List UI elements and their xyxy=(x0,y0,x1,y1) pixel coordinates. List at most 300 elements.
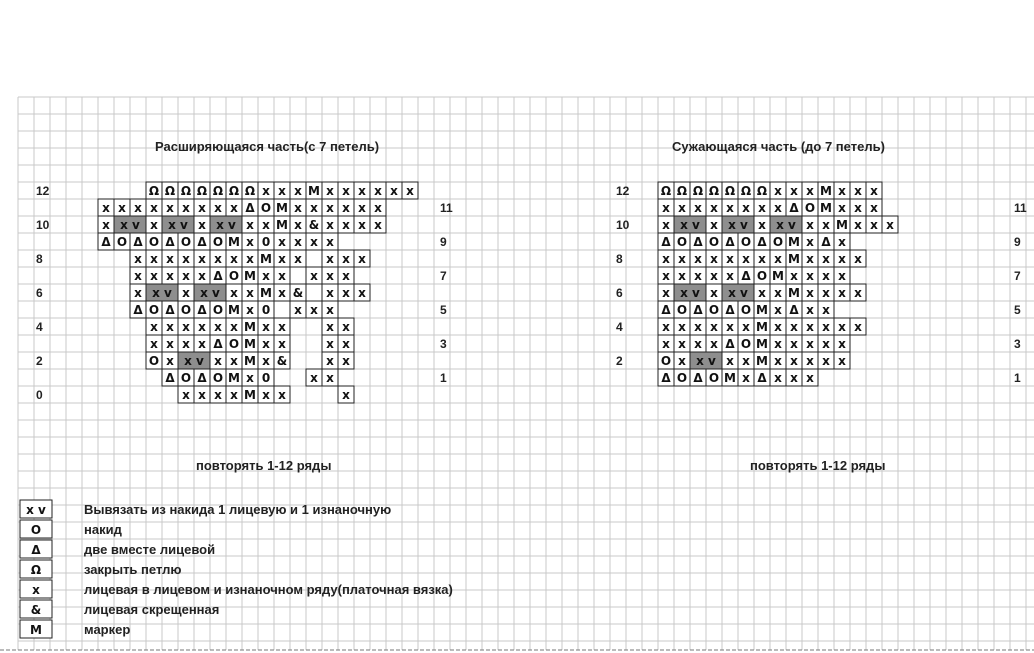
left-chart-stitch-symbol: x xyxy=(278,388,286,402)
left-chart-stitch-symbol: x xyxy=(134,201,142,215)
left-chart-stitch-symbol: x xyxy=(278,269,286,283)
left-chart-stitch-symbol: O xyxy=(212,235,224,249)
left-chart-stitch-symbol: M xyxy=(244,269,256,283)
right-chart-row-label: 10 xyxy=(616,218,630,232)
right-chart-row-label: 1 xyxy=(1014,371,1021,385)
right-chart-stitch-symbol: Δ xyxy=(757,371,767,385)
right-chart-stitch-symbol: x xyxy=(742,201,750,215)
left-chart-stitch-symbol: x xyxy=(166,252,174,266)
right-chart-stitch-symbol: x xyxy=(710,252,718,266)
right-chart-stitch-symbol: x xyxy=(742,371,750,385)
right-chart-stitch-symbol: x xyxy=(822,320,830,334)
right-chart-stitch-symbol: O xyxy=(756,269,768,283)
left-chart-stitch-symbol: O xyxy=(180,371,192,385)
right-chart-stitch-symbol: x xyxy=(838,337,846,351)
right-chart-stitch-symbol: x xyxy=(822,218,830,232)
right-chart-title: Сужающаяся часть (до 7 петель) xyxy=(672,139,885,154)
left-chart-stitch-symbol: x v xyxy=(184,354,204,368)
left-chart-stitch-symbol: x xyxy=(326,235,334,249)
left-chart-stitch-symbol: M xyxy=(244,320,256,334)
left-chart-stitch-symbol: O xyxy=(148,235,160,249)
left-chart-stitch-symbol: x xyxy=(198,337,206,351)
right-chart-stitch-symbol: x xyxy=(806,235,814,249)
legend-description: лицевая в лицевом и изнаночном ряду(платочная вязка) xyxy=(84,582,453,597)
left-chart-stitch-symbol: x xyxy=(326,320,334,334)
left-chart-stitch-symbol: x xyxy=(214,201,222,215)
right-chart-stitch-symbol: x xyxy=(678,252,686,266)
right-chart-stitch-symbol: M xyxy=(820,201,832,215)
right-chart-stitch-symbol: x xyxy=(822,354,830,368)
right-chart-stitch-symbol: x xyxy=(806,320,814,334)
right-chart-stitch-symbol: Ω xyxy=(708,184,720,198)
right-chart-stitch-symbol: x xyxy=(854,201,862,215)
left-chart-stitch-symbol: Ω xyxy=(180,184,192,198)
left-chart-title: Расширяющаяся часть(с 7 петель) xyxy=(155,139,380,154)
left-chart-stitch-symbol: x xyxy=(230,388,238,402)
left-chart-stitch-symbol: x xyxy=(358,201,366,215)
legend-description: две вместе лицевой xyxy=(84,542,216,557)
left-chart-stitch-symbol: x xyxy=(326,286,334,300)
legend-symbol: x xyxy=(32,583,40,597)
left-chart-stitch-symbol: x xyxy=(262,269,270,283)
right-chart-stitch-symbol: x xyxy=(886,218,894,232)
right-chart-stitch-symbol: Δ xyxy=(725,235,735,249)
left-chart-stitch-symbol: x xyxy=(230,286,238,300)
left-chart-stitch-symbol: x xyxy=(278,252,286,266)
right-chart-stitch-symbol: x xyxy=(678,320,686,334)
left-chart-stitch-symbol: x xyxy=(358,286,366,300)
left-chart-stitch-symbol: x xyxy=(118,201,126,215)
right-chart-stitch-symbol: x xyxy=(870,201,878,215)
left-chart-stitch-symbol: x xyxy=(150,269,158,283)
left-chart-stitch-symbol: x xyxy=(262,337,270,351)
left-chart-stitch-symbol: M xyxy=(228,303,240,317)
right-chart-stitch-symbol: x xyxy=(678,337,686,351)
right-chart-stitch-symbol: x xyxy=(662,337,670,351)
right-chart-row-label: 2 xyxy=(616,354,623,368)
right-chart-stitch-symbol: x xyxy=(774,286,782,300)
right-chart-stitch-symbol: x xyxy=(854,218,862,232)
left-chart-stitch-symbol: & xyxy=(308,218,320,232)
right-chart-row-label: 5 xyxy=(1014,303,1021,317)
right-chart-stitch-symbol: x xyxy=(662,252,670,266)
left-chart-stitch-symbol: x xyxy=(326,252,334,266)
left-chart-stitch-symbol: x xyxy=(246,371,254,385)
left-chart-stitch-symbol: Δ xyxy=(213,337,223,351)
legend-symbol: Δ xyxy=(31,543,41,557)
right-chart-stitch-symbol: M xyxy=(788,286,800,300)
left-chart-stitch-symbol: x xyxy=(246,235,254,249)
left-chart-stitch-symbol: Δ xyxy=(133,303,143,317)
right-chart-stitch-symbol: Δ xyxy=(661,371,671,385)
right-chart-stitch-symbol: x xyxy=(662,286,670,300)
left-chart-stitch-symbol: M xyxy=(244,354,256,368)
left-chart-stitch-symbol: x xyxy=(262,388,270,402)
right-chart-stitch-symbol: Δ xyxy=(693,235,703,249)
left-chart-stitch-symbol: x xyxy=(278,320,286,334)
right-chart-stitch-symbol: x xyxy=(822,286,830,300)
left-chart-stitch-symbol: x xyxy=(374,201,382,215)
left-chart-stitch-symbol: x xyxy=(294,235,302,249)
left-chart-stitch-symbol: x xyxy=(166,354,174,368)
left-chart-row-label: 6 xyxy=(36,286,43,300)
left-chart-stitch-symbol: Δ xyxy=(165,371,175,385)
left-chart-stitch-symbol: x xyxy=(150,218,158,232)
right-chart-stitch-symbol: O xyxy=(708,303,720,317)
left-chart-stitch-symbol: x xyxy=(230,354,238,368)
right-chart-stitch-symbol: O xyxy=(708,371,720,385)
left-chart-stitch-symbol: x xyxy=(310,235,318,249)
right-chart-stitch-symbol: x xyxy=(710,201,718,215)
left-chart-stitch-symbol: & xyxy=(276,354,288,368)
right-chart-stitch-symbol: x xyxy=(774,184,782,198)
legend-description: закрыть петлю xyxy=(84,562,182,577)
left-chart-stitch-symbol: Ω xyxy=(196,184,208,198)
left-chart-stitch-symbol: x xyxy=(198,320,206,334)
left-chart-stitch-symbol: M xyxy=(228,371,240,385)
left-chart-row-label: 0 xyxy=(36,388,43,402)
right-chart-stitch-symbol: M xyxy=(756,337,768,351)
right-chart-stitch-symbol: x xyxy=(838,354,846,368)
right-chart-stitch-symbol: x xyxy=(710,269,718,283)
left-chart-stitch-symbol: x v xyxy=(152,286,172,300)
left-chart-stitch-symbol: x xyxy=(278,286,286,300)
right-chart-stitch-symbol: Ω xyxy=(660,184,672,198)
right-chart-row-label: 7 xyxy=(1014,269,1021,283)
right-chart-stitch-symbol: Δ xyxy=(821,235,831,249)
legend-symbol: Ω xyxy=(30,563,42,577)
left-chart-stitch-symbol: x xyxy=(166,320,174,334)
left-chart-stitch-symbol: x xyxy=(342,201,350,215)
right-chart-stitch-symbol: M xyxy=(756,320,768,334)
right-chart-stitch-symbol: x xyxy=(774,201,782,215)
right-chart-stitch-symbol: x xyxy=(774,354,782,368)
left-chart-stitch-symbol: O xyxy=(180,303,192,317)
right-chart-stitch-symbol: x xyxy=(806,252,814,266)
left-chart-stitch-symbol: x xyxy=(134,286,142,300)
right-chart-stitch-symbol: M xyxy=(756,354,768,368)
right-chart-stitch-symbol: x xyxy=(822,269,830,283)
right-chart-stitch-symbol: O xyxy=(740,337,752,351)
right-chart-stitch-symbol: x xyxy=(838,252,846,266)
right-chart-stitch-symbol: Ω xyxy=(724,184,736,198)
right-chart-stitch-symbol: Δ xyxy=(693,371,703,385)
right-chart-stitch-symbol: x xyxy=(838,269,846,283)
left-chart-stitch-symbol: x xyxy=(214,320,222,334)
right-chart-stitch-symbol: x xyxy=(870,184,878,198)
left-chart-stitch-symbol: x xyxy=(246,218,254,232)
left-chart-stitch-symbol: x xyxy=(326,354,334,368)
left-chart-stitch-symbol: x xyxy=(262,354,270,368)
left-chart-row-label: 8 xyxy=(36,252,43,266)
left-chart-stitch-symbol: & xyxy=(292,286,304,300)
left-chart-stitch-symbol: Δ xyxy=(245,201,255,215)
left-chart-stitch-symbol: x xyxy=(326,218,334,232)
right-chart-stitch-symbol: O xyxy=(708,235,720,249)
left-chart-stitch-symbol: x xyxy=(102,201,110,215)
left-chart-stitch-symbol: x xyxy=(262,184,270,198)
right-chart-stitch-symbol: x xyxy=(790,354,798,368)
left-chart-stitch-symbol: x xyxy=(294,218,302,232)
left-chart-stitch-symbol: x xyxy=(230,252,238,266)
right-chart-stitch-symbol: x xyxy=(662,201,670,215)
left-chart-stitch-symbol: O xyxy=(180,235,192,249)
right-chart-stitch-symbol: x xyxy=(678,269,686,283)
right-chart-stitch-symbol: M xyxy=(836,218,848,232)
right-chart-stitch-symbol: x xyxy=(806,269,814,283)
right-chart-stitch-symbol: x xyxy=(774,371,782,385)
left-chart-stitch-symbol: 0 xyxy=(261,235,271,249)
left-chart-stitch-symbol: M xyxy=(260,286,272,300)
right-chart-stitch-symbol: x xyxy=(774,303,782,317)
left-chart-stitch-symbol: Δ xyxy=(197,235,207,249)
legend-symbol: M xyxy=(30,623,42,637)
right-chart-row-label: 4 xyxy=(616,320,623,334)
left-chart-stitch-symbol: x xyxy=(182,269,190,283)
right-chart-stitch-symbol: x xyxy=(838,201,846,215)
left-chart-stitch-symbol: x xyxy=(294,184,302,198)
right-chart-stitch-symbol: x xyxy=(806,354,814,368)
left-chart-stitch-symbol: x xyxy=(326,184,334,198)
right-chart-stitch-symbol: x xyxy=(774,252,782,266)
right-chart-stitch-symbol: x xyxy=(838,286,846,300)
right-chart-stitch-symbol: x xyxy=(742,320,750,334)
left-chart-stitch-symbol: x xyxy=(374,218,382,232)
right-chart-stitch-symbol: x xyxy=(838,184,846,198)
left-chart-stitch-symbol: x xyxy=(166,269,174,283)
left-chart-stitch-symbol: x xyxy=(342,320,350,334)
left-chart-stitch-symbol: x xyxy=(246,286,254,300)
left-chart xyxy=(36,182,453,403)
left-chart-stitch-symbol: x xyxy=(214,252,222,266)
right-chart-stitch-symbol: M xyxy=(772,269,784,283)
right-chart-stitch-symbol: x v xyxy=(696,354,716,368)
right-chart-stitch-symbol: x xyxy=(774,320,782,334)
right-chart-stitch-symbol: x xyxy=(774,337,782,351)
right-chart-stitch-symbol: x xyxy=(822,303,830,317)
left-chart-stitch-symbol: x xyxy=(326,201,334,215)
left-chart-stitch-symbol: x xyxy=(342,184,350,198)
right-chart-stitch-symbol: O xyxy=(804,201,816,215)
left-chart-stitch-symbol: x xyxy=(310,303,318,317)
right-chart-stitch-symbol: x xyxy=(694,269,702,283)
right-repeat-label: повторять 1-12 ряды xyxy=(750,458,886,473)
right-chart-stitch-symbol: x xyxy=(726,201,734,215)
left-chart-row-label: 11 xyxy=(440,201,453,215)
legend-description: маркер xyxy=(84,622,131,637)
right-chart-stitch-symbol: Ω xyxy=(756,184,768,198)
left-chart-stitch-symbol: Ω xyxy=(212,184,224,198)
left-chart-stitch-symbol: Δ xyxy=(197,303,207,317)
left-chart-stitch-symbol: x xyxy=(198,252,206,266)
left-chart-stitch-symbol: x xyxy=(198,201,206,215)
right-chart-stitch-symbol: Δ xyxy=(741,269,751,283)
right-chart-stitch-symbol: x xyxy=(790,371,798,385)
left-chart-stitch-symbol: Δ xyxy=(101,235,111,249)
left-chart-stitch-symbol: x v xyxy=(200,286,220,300)
left-chart-stitch-symbol: x xyxy=(182,337,190,351)
left-chart-stitch-symbol: x xyxy=(182,201,190,215)
legend xyxy=(20,500,453,638)
left-chart-stitch-symbol: x xyxy=(406,184,414,198)
right-chart-stitch-symbol: x xyxy=(710,337,718,351)
left-chart-stitch-symbol: x v xyxy=(168,218,188,232)
left-chart-stitch-symbol: x xyxy=(358,252,366,266)
right-chart-row-label: 3 xyxy=(1014,337,1021,351)
right-chart-stitch-symbol: M xyxy=(724,371,736,385)
right-chart-stitch-symbol: x xyxy=(678,354,686,368)
left-chart-stitch-symbol: x xyxy=(358,218,366,232)
left-chart-stitch-symbol: 0 xyxy=(261,303,271,317)
left-chart-stitch-symbol: O xyxy=(116,235,128,249)
left-chart-stitch-symbol: M xyxy=(276,218,288,232)
right-chart-stitch-symbol: x xyxy=(790,184,798,198)
left-chart-stitch-symbol: Ω xyxy=(228,184,240,198)
left-chart-row-label: 10 xyxy=(36,218,50,232)
left-chart-stitch-symbol: x xyxy=(230,320,238,334)
right-chart-stitch-symbol: x xyxy=(662,320,670,334)
left-chart-row-label: 2 xyxy=(36,354,43,368)
right-chart-stitch-symbol: Δ xyxy=(789,303,799,317)
right-chart-stitch-symbol: Δ xyxy=(725,337,735,351)
right-chart-stitch-symbol: x xyxy=(838,320,846,334)
right-chart-stitch-symbol: x xyxy=(854,320,862,334)
right-chart-stitch-symbol: x xyxy=(694,320,702,334)
left-chart-stitch-symbol: x xyxy=(182,320,190,334)
right-chart-stitch-symbol: O xyxy=(740,235,752,249)
right-chart-stitch-symbol: x xyxy=(854,184,862,198)
right-chart-stitch-symbol: M xyxy=(788,235,800,249)
left-chart-stitch-symbol: x xyxy=(198,388,206,402)
left-chart-row-label: 9 xyxy=(440,235,447,249)
right-chart-row-label: 12 xyxy=(616,184,630,198)
right-chart-stitch-symbol: O xyxy=(676,303,688,317)
right-chart-stitch-symbol: M xyxy=(788,252,800,266)
right-chart-stitch-symbol: x xyxy=(678,201,686,215)
right-chart-stitch-symbol: x v xyxy=(728,218,748,232)
legend-symbol: & xyxy=(30,603,42,617)
left-chart-stitch-symbol: Δ xyxy=(133,235,143,249)
left-chart-stitch-symbol: x xyxy=(278,235,286,249)
left-chart-stitch-symbol: Δ xyxy=(165,303,175,317)
right-chart-stitch-symbol: Ω xyxy=(692,184,704,198)
right-chart-stitch-symbol: O xyxy=(676,235,688,249)
right-chart-stitch-symbol: x xyxy=(758,201,766,215)
left-chart-stitch-symbol: O xyxy=(212,303,224,317)
right-chart-stitch-symbol: Δ xyxy=(661,235,671,249)
left-chart-stitch-symbol: Δ xyxy=(197,371,207,385)
left-chart-stitch-symbol: x xyxy=(326,269,334,283)
right-chart-stitch-symbol: x xyxy=(806,303,814,317)
left-chart-stitch-symbol: x xyxy=(342,337,350,351)
left-chart-stitch-symbol: x xyxy=(326,337,334,351)
left-chart-stitch-symbol: O xyxy=(212,371,224,385)
right-chart-stitch-symbol: O xyxy=(660,354,672,368)
left-chart-stitch-symbol: x xyxy=(102,218,110,232)
legend-description: накид xyxy=(84,522,122,537)
left-chart-stitch-symbol: x xyxy=(310,371,318,385)
left-chart-stitch-symbol: O xyxy=(148,354,160,368)
left-repeat-label: повторять 1-12 ряды xyxy=(196,458,332,473)
left-chart-row-label: 4 xyxy=(36,320,43,334)
right-chart-stitch-symbol: x xyxy=(790,320,798,334)
right-chart-stitch-symbol: Ω xyxy=(676,184,688,198)
right-chart-stitch-symbol: x xyxy=(854,286,862,300)
left-chart-stitch-symbol: x xyxy=(150,337,158,351)
left-chart-stitch-symbol: x xyxy=(374,184,382,198)
left-chart-stitch-symbol: x xyxy=(390,184,398,198)
right-chart-stitch-symbol: x xyxy=(726,320,734,334)
left-chart-stitch-symbol: x xyxy=(342,354,350,368)
right-chart-stitch-symbol: Δ xyxy=(757,235,767,249)
left-chart-stitch-symbol: x xyxy=(246,303,254,317)
left-chart-stitch-symbol: x xyxy=(150,320,158,334)
left-chart-stitch-symbol: x xyxy=(342,269,350,283)
right-chart-stitch-symbol: x xyxy=(790,269,798,283)
right-chart-row-label: 11 xyxy=(1014,201,1027,215)
left-chart-stitch-symbol: M xyxy=(276,201,288,215)
left-chart-stitch-symbol: M xyxy=(244,388,256,402)
right-chart-stitch-symbol: x xyxy=(694,201,702,215)
right-chart-stitch-symbol: x xyxy=(662,269,670,283)
right-chart-stitch-symbol: x xyxy=(694,252,702,266)
left-chart-stitch-symbol: x xyxy=(294,303,302,317)
left-chart-stitch-symbol: x v xyxy=(216,218,236,232)
left-chart-stitch-symbol: x xyxy=(166,337,174,351)
left-chart-stitch-symbol: x xyxy=(310,201,318,215)
right-chart-stitch-symbol: x xyxy=(758,252,766,266)
left-chart-stitch-symbol: O xyxy=(260,201,272,215)
left-chart-stitch-symbol: x xyxy=(166,201,174,215)
left-chart-stitch-symbol: x xyxy=(150,201,158,215)
right-chart-stitch-symbol: Δ xyxy=(693,303,703,317)
right-chart-stitch-symbol: x xyxy=(854,252,862,266)
right-chart-stitch-symbol: Δ xyxy=(725,303,735,317)
left-chart-stitch-symbol: x xyxy=(262,218,270,232)
left-chart-stitch-symbol: x xyxy=(278,184,286,198)
left-chart-stitch-symbol: x xyxy=(198,218,206,232)
right-chart-stitch-symbol: M xyxy=(820,184,832,198)
right-chart-stitch-symbol: x xyxy=(822,337,830,351)
right-chart-stitch-symbol: x xyxy=(758,286,766,300)
left-chart-stitch-symbol: x xyxy=(326,371,334,385)
left-chart-stitch-symbol: M xyxy=(260,252,272,266)
right-chart-stitch-symbol: x xyxy=(694,337,702,351)
left-chart-stitch-symbol: O xyxy=(148,303,160,317)
left-chart-stitch-symbol: x xyxy=(182,286,190,300)
right-chart-stitch-symbol: x xyxy=(838,235,846,249)
left-chart-stitch-symbol: x xyxy=(182,388,190,402)
right-chart-stitch-symbol: O xyxy=(676,371,688,385)
right-chart-stitch-symbol: x xyxy=(742,354,750,368)
right-chart-stitch-symbol: x xyxy=(710,320,718,334)
right-chart-stitch-symbol: Δ xyxy=(661,303,671,317)
left-chart-row-label: 7 xyxy=(440,269,447,283)
left-chart-stitch-symbol: x xyxy=(342,286,350,300)
right-chart-stitch-symbol: x xyxy=(822,252,830,266)
left-chart-stitch-symbol: x xyxy=(262,320,270,334)
left-chart-stitch-symbol: Δ xyxy=(165,235,175,249)
left-chart-stitch-symbol: M xyxy=(244,337,256,351)
left-chart-stitch-symbol: x xyxy=(278,337,286,351)
right-chart-stitch-symbol: x v xyxy=(680,286,700,300)
right-chart-stitch-symbol: x v xyxy=(680,218,700,232)
left-chart-stitch-symbol: x xyxy=(342,252,350,266)
right-chart-stitch-symbol: x xyxy=(758,218,766,232)
left-chart-row-label: 5 xyxy=(440,303,447,317)
left-chart-stitch-symbol: x xyxy=(150,252,158,266)
left-chart-stitch-symbol: x xyxy=(198,269,206,283)
